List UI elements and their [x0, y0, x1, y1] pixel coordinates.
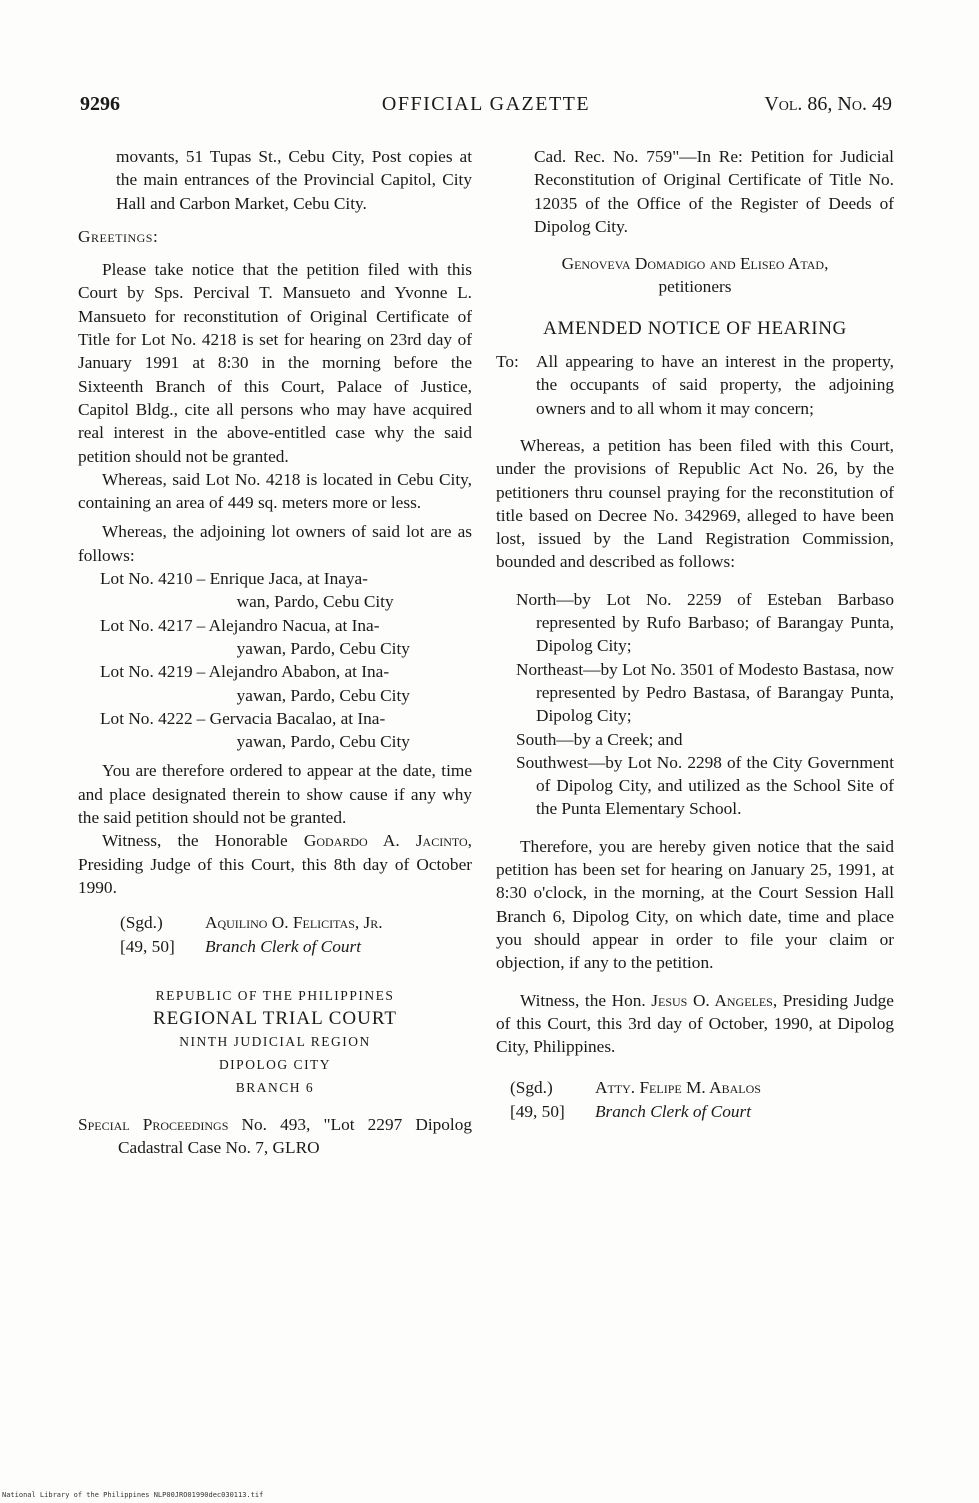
lot-owner: – Gervacia Bacalao, at Ina- — [196, 708, 386, 728]
signed-mark: (Sgd.) — [120, 913, 163, 933]
list-item — [100, 707, 472, 754]
greetings-label: Greetings: — [78, 226, 159, 246]
clerk-name: Aquilino O. Felicitas, Jr. — [205, 913, 383, 933]
list-item — [100, 660, 472, 707]
clerk-title: Branch Clerk of Court — [595, 1101, 752, 1121]
signature-block — [496, 1076, 894, 1123]
case-title-continued: Cad. Rec. No. 759"—In Re: Petition for Judicial Reconstitution of Original Certificate of Title No. 12035 of the Office of the Register of Deeds of Dipolog City. — [534, 147, 894, 236]
witness-paragraph — [78, 829, 472, 899]
case-title — [78, 1113, 472, 1160]
list-item: Southwest—by Lot No. 2298 of the City Government of Dipolog City, and utilized as the School Site of the Punta Elementary School. — [516, 752, 894, 819]
publication-title: OFFICIAL GAZETTE — [381, 93, 591, 115]
order-paragraph: You are therefore ordered to appear at the date, time and place designated therein to show cause if any why the said petition should not be granted. — [78, 761, 472, 828]
right-column — [496, 145, 894, 1123]
lot-number: Lot No. 4219 — [100, 662, 193, 682]
city-line: DIPOLOG CITY — [218, 1056, 332, 1072]
addressees — [496, 350, 894, 420]
petitioners-names: Genoveva Domadigo and Eliseo Atad, — [561, 254, 829, 274]
adjoining-lots-list — [78, 567, 472, 753]
to-text: All appearing to have an interest in the property, the occupants of said property, the adjoining owners and to all whom it may concern; — [536, 352, 894, 418]
page-header — [80, 93, 892, 123]
whereas-paragraph: Whereas, a petition has been filed with this Court, under the provisions of Republic Act No. 26, by the petitioners thru counsel praying for the reconstitution of title based on Decree No. 342969, alleged to have been lost, issued by the Land Registration Commission, bounded and described as follows: — [496, 435, 894, 572]
lot-number: Lot No. 4222 — [100, 708, 193, 728]
lot-owner: – Enrique Jaca, at Inaya- — [196, 569, 368, 589]
court-name: REGIONAL TRIAL COURT — [152, 1007, 398, 1029]
case-number: No. 493, "Lot 2297 Dipolog Cadastral Case No. 7, GLRO — [118, 1114, 473, 1158]
list-item — [100, 614, 472, 661]
issue-ref: [49, 50] — [510, 1101, 565, 1121]
intro-paragraph: movants, 51 Tupas St., Cebu City, Post copies at the main entrances of the Provincial Capitol, City Hall and Carbon Market, Cebu City. — [116, 147, 472, 213]
list-item — [100, 567, 472, 614]
adjoining-owners-paragraph: Whereas, the adjoining lot owners of said lot are as follows: — [78, 522, 472, 565]
witness-pre: Witness, the Hon. — [520, 990, 652, 1010]
lot-address: yawan, Pardo, Cebu City — [236, 685, 410, 705]
page-number: 9296 — [80, 93, 120, 115]
judge-name: Godardo A. Jacinto — [303, 831, 468, 851]
therefore-paragraph: Therefore, you are hereby given notice that the said petition has been set for hearing on January 25, 1991, at 8:30 o'clock, in the morning, at the Court Session Hall Branch 6, Dipolog City, on which date, time and place you should appear in order to file your claim or objection, if any to the petition. — [496, 836, 894, 973]
witness-paragraph — [496, 989, 894, 1059]
lot-address: wan, Pardo, Cebu City — [236, 592, 394, 612]
lot-number: Lot No. 4217 — [100, 615, 193, 635]
witness-post: , Presiding Judge of this Court, this 3rd day of October, 1990, at Dipolog City, Philippines. — [496, 990, 894, 1057]
region-line: NINTH JUDICIAL REGION — [179, 1033, 371, 1049]
lot-owner: – Alejandro Nacua, at Ina- — [196, 615, 380, 635]
list-item: North—by Lot No. 2259 of Esteban Barbaso represented by Rufo Barbaso; of Barangay Punta, Dipolog City; — [516, 589, 894, 656]
boundaries-list — [496, 588, 894, 821]
lot-location-paragraph: Whereas, said Lot No. 4218 is located in Cebu City, containing an area of 449 sq. meters more or less. — [78, 469, 472, 513]
notice-paragraph: Please take notice that the petition filed with this Court by Sps. Percival T. Mansueto and Yvonne L. Mansueto for reconstitution of Original Certificate of Title for Lot No. 4218 is set for hearing on 23rd day of January 1991 at 8:30 in the morning before the Sixteenth Branch of this Court, Palace of Justice, Capitol Bldg., cite all persons who may have acquired real interest in the above-entitled case why the said petition should not be granted. — [78, 260, 472, 466]
left-column — [78, 145, 472, 1159]
lot-owner: – Alejandro Ababon, at Ina- — [196, 662, 390, 682]
lot-address: yawan, Pardo, Cebu City — [236, 638, 410, 658]
case-label: Special Proceedings — [78, 1114, 229, 1134]
volume-number: Vol. 86, No. 49 — [764, 93, 892, 115]
signature-block — [78, 911, 472, 958]
clerk-name: Atty. Felipe M. Abalos — [595, 1078, 761, 1098]
petitioners-label: petitioners — [658, 277, 732, 297]
lot-number: Lot No. 4210 — [100, 569, 193, 589]
court-heading — [78, 984, 472, 1099]
lot-address: yawan, Pardo, Cebu City — [236, 732, 410, 752]
list-item: Northeast—by Lot No. 3501 of Modesto Bastasa, now represented by Pedro Bastasa, of Barangay Punta, Dipolog City; — [516, 659, 894, 726]
republic-line: REPUBLIC OF THE PHILIPPINES — [155, 987, 395, 1003]
branch-line: BRANCH 6 — [235, 1079, 315, 1095]
list-item: South—by a Creek; and — [516, 729, 683, 749]
judge-name: Jesus O. Angeles — [651, 990, 773, 1010]
scan-footer: National Library of the Philippines NLP00JRO01990dec030113.tif — [2, 1491, 264, 1499]
witness-post: , Presiding Judge of this Court, this 8th day of October 1990. — [78, 831, 472, 897]
witness-pre: Witness, the Honorable — [102, 831, 304, 851]
issue-ref: [49, 50] — [120, 936, 175, 956]
notice-title: AMENDED NOTICE OF HEARING — [543, 317, 847, 339]
to-label: To: — [496, 352, 519, 372]
signed-mark: (Sgd.) — [510, 1078, 553, 1098]
clerk-title: Branch Clerk of Court — [205, 936, 362, 956]
